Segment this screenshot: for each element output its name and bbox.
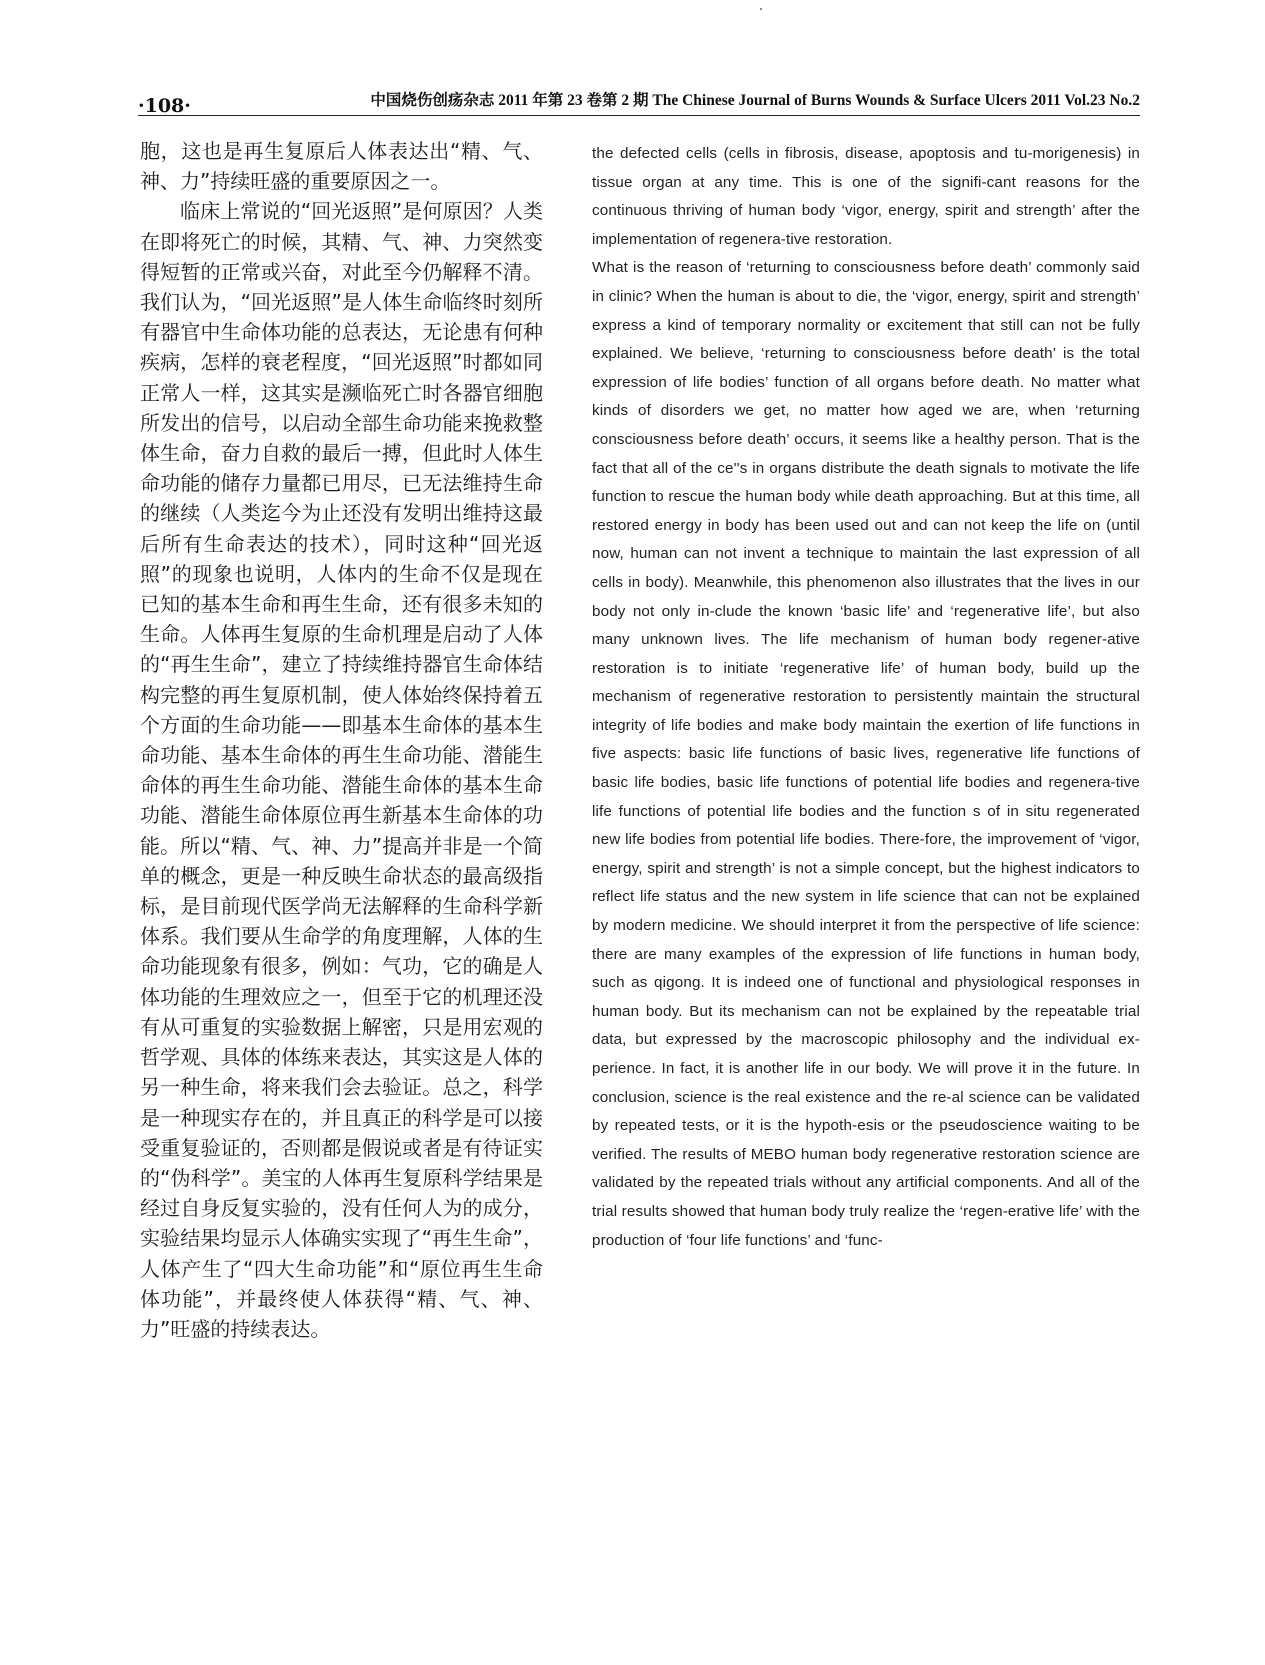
header-rule — [138, 115, 1140, 116]
english-paragraph: the defected cells (cells in fibrosis, disease, apoptosis and tu-morigenesis) in tissue organ at any time. This is one of the signifi-cant reasons for the continuous thriving of human body ‘vigor, energy, spirit and strength’ after the implementation of regenera-tive restoration. — [592, 145, 1140, 248]
running-head: 中国烧伤创疡杂志 2011 年第 23 卷第 2 期 The Chinese Journal of Burns Wounds & Surface Ulcers 2011 Vol.23 No.2 — [370, 92, 1140, 109]
page-number: ·108· — [138, 95, 191, 117]
english-paragraph: What is the reason of ‘returning to consciousness before death’ commonly said in clinic? When the human is about to die, the ‘vigor, energy, spirit and strength’ express a kind of temporary normality or excitement that still can not be fully explained. We believe, ‘returning to consciousness before death’ is the total expression of life bodies’ function of all organs before death. No matter what kinds of disorders we get, no matter how aged we are, when ‘returning consciousness before death’ occurs, it seems like a healthy person. That is the fact that all of the ce''s in organs distribute the death signals to motivate the life function to rescue the human body while death approaching. But at this time, all restored energy in body has been used out and can not keep the life on (until now, human can not invent a technique to maintain the last expression of all cells in body). Meanwhile, this phenomenon also illustrates that the lives in our body not only in-clude the known ‘basic life’ and ‘regenerative life’, but also many unknown lives. The life mechanism of human body regener-ative restoration is to initiate ‘regenerative life’ of human body, build up the mechanism of regenerative restoration to persistently maintain the structural integrity of life bodies and make body maintain the exertion of life functions in five aspects: basic life functions of basic lives, regenerative life functions of basic life bodies, basic life functions of potential life bodies and regenera-tive life functions of potential life bodies and the function s of in situ regenerated new life bodies from potential life bodies. There-fore, the improvement of ‘vigor, energy, spirit and strength’ is not a simple concept, but the highest indicators to reflect life status and the new system in life science that can not be explained by modern medicine. We should interpret it from the perspective of life science: there are many examples of the expression of life functions in human body, such as qigong. It is indeed one of functional and physiological responses in human body. But its mechanism can not be explained by the repeatable trial data, but expressed by the macroscopic philosophy and the individual ex-perience. In fact, it is another life in our body. We will prove it in the future. In conclusion, science is the real existence and the re-al science can be validated by repeated tests, or it is the hypoth-esis or the pseudoscience waiting to be verified. The results of MEBO human body regenerative restoration science are validated by the repeated trials without any artificial components. And all of the trial results showed that human body truly realize the ‘regen-erative life’ with the production of ‘four life functions’ and ‘func- — [592, 259, 1140, 1249]
chinese-paragraph: 临床上常说的“回光返照”是何原因？人类在即将死亡的时候，其精、气、神、力突然变得短暂的正常或兴奋，对此至今仍解释不清。我们认为，“回光返照”是人体生命临终时刻所有器官中生命体功能的总表达，无论患有何种疾病，怎样的衰老程度，“回光返照”时都如同正常人一样，这其实是濒临死亡时各器官细胞所发出的信号，以启动全部生命功能来挽救整体生命，奋力自救的最后一搏，但此时人体生命功能的储存力量都已用尽，已无法维持生命的继续（人类迄今为止还没有发明出维持这最后所有生命表达的技术），同时这种“回光返照”的现象也说明，人体内的生命不仅是现在已知的基本生命和再生生命，还有很多未知的生命。人体再生复原的生命机理是启动了人体的“再生生命”，建立了持续维持器官生命体结构完整的再生复原机制，使人体始终保持着五个方面的生命功能——即基本生命体的基本生命功能、基本生命体的再生生命功能、潜能生命体的再生生命功能、潜能生命体的基本生命功能、潜能生命体原位再生新基本生命体的功能。所以“精、气、神、力”提高并非是一个简单的概念，更是一种反映生命状态的最高级指标，是目前现代医学尚无法解释的生命科学新体系。我们要从生命学的角度理解，人体的生命功能现象有很多，例如：气功，它的确是人体功能的生理效应之一，但至于它的机理还没有从可重复的实验数据上解密，只是用宏观的哲学观、具体的体练来表达，其实这是人体的另一种生命，将来我们会去验证。总之，科学是一种现实存在的，并且真正的科学是可以接受重复验证的，否则都是假说或者是有待证实的“伪科学”。美宝的人体再生复原科学结果是经过自身反复实验的，没有任何人为的成分，实验结果均显示人体确实实现了“再生生命”，人体产生了“四大生命功能”和“原位再生生命体功能”，并最终使人体获得“精、气、神、力”旺盛的持续表达。 — [140, 199, 543, 1341]
chinese-paragraph: 胞，这也是再生复原后人体表达出“精、气、神、力”持续旺盛的重要原因之一。 — [140, 139, 543, 194]
scan-mark — [760, 8, 762, 10]
chinese-text-column — [140, 136, 543, 1344]
english-text-column — [592, 140, 1140, 1255]
